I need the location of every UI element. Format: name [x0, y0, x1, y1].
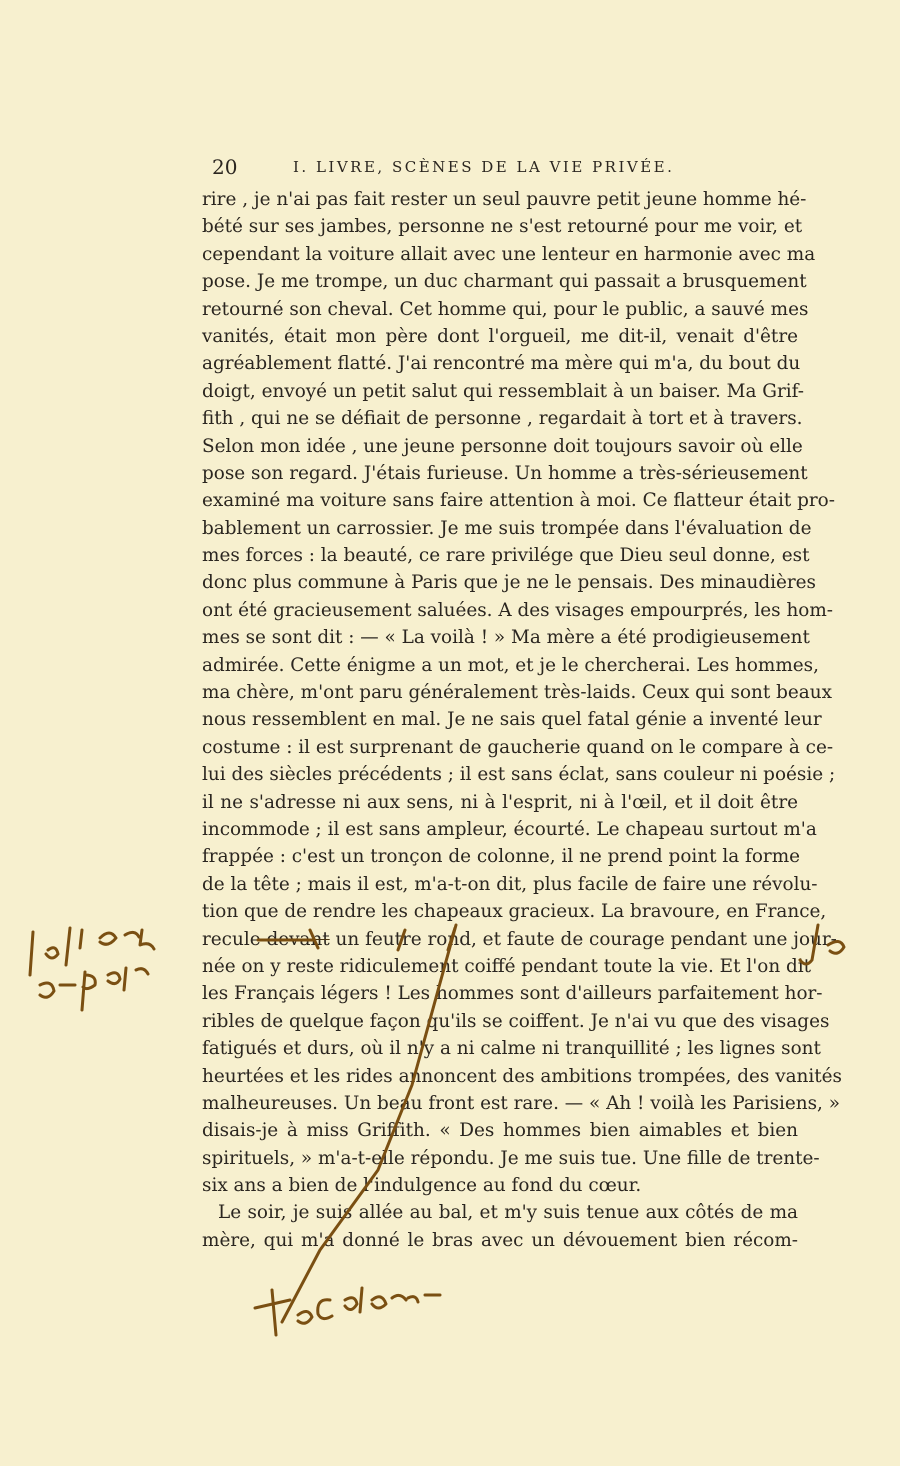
text-line: nous ressemblent en mal. Je ne sais quel fatal génie a inventé leur	[202, 709, 822, 731]
struck-word: devant	[266, 928, 330, 950]
text-fragment: un feutre rond, et faute de courage pendant une jour-	[329, 928, 837, 950]
bottom-note-mark	[255, 1288, 440, 1335]
page-number: 20	[212, 155, 238, 179]
text-line: mes forces : la beauté, ce rare privilége que Dieu seul donne, est	[202, 545, 810, 567]
text-line: ont été gracieusement saluées. A des visages empourprés, les hom-	[202, 599, 834, 621]
left-margin-note-2	[40, 968, 148, 1010]
text-line: frappée : c'est un tronçon de colonne, il ne prend point la forme	[202, 846, 801, 868]
text-fragment: recule	[202, 928, 267, 950]
text-line: mes se sont dit : — « La voilà ! » Ma mère a été prodigieusement	[202, 627, 810, 649]
text-line: Selon mon idée , une jeune personne doit toujours savoir où elle	[202, 435, 803, 457]
text-line: retourné son cheval. Cet homme qui, pour le public, a sauvé mes	[202, 298, 809, 320]
text-line: vanités, était mon père dont l'orgueil, me dit-il, venait d'être	[202, 325, 798, 347]
body-text	[202, 186, 842, 1254]
text-line: ma chère, m'ont paru généralement très-laids. Ceux qui sont beaux	[202, 682, 832, 704]
text-line: examiné ma voiture sans faire attention à moi. Ce flatteur était pro-	[202, 490, 835, 512]
text-line: disais-je à miss Griffith. « Des hommes bien aimables et bien	[202, 1120, 798, 1142]
text-line: née on y reste ridiculement coiffé pendant toute la vie. Et l'on dit	[202, 955, 812, 977]
text-line: il ne s'adresse ni aux sens, ni à l'esprit, ni à l'œil, et il doit être	[202, 791, 798, 813]
text-line: bété sur ses jambes, personne ne s'est retourné pour me voir, et	[202, 216, 803, 238]
text-line: ribles de quelque façon qu'ils se coiffent. Je n'ai vu que des visages	[202, 1010, 830, 1032]
running-head	[208, 155, 798, 185]
text-line-corrected	[202, 926, 837, 953]
text-line: costume : il est surprenant de gaucherie quand on le compare à ce-	[202, 736, 834, 758]
text-line: de la tête ; mais il est, m'a-t-on dit, plus facile de faire une révolu-	[202, 873, 818, 895]
text-line: fith , qui ne se défiait de personne , regardait à tort et à travers.	[202, 408, 803, 430]
running-title: I. LIVRE, SCÈNES DE LA VIE PRIVÉE.	[293, 158, 675, 176]
text-line: malheureuses. Un beau front est rare. — « Ah ! voilà les Parisiens, »	[202, 1092, 840, 1114]
text-line: bablement un carrossier. Je me suis trompée dans l'évaluation de	[202, 517, 812, 539]
text-line: Le soir, je suis allée au bal, et m'y suis tenue aux côtés de ma	[218, 1202, 798, 1224]
text-line: tion que de rendre les chapeaux gracieux. La bravoure, en France,	[202, 901, 827, 923]
text-line: fatigués et durs, où il n'y a ni calme ni tranquillité ; les lignes sont	[202, 1038, 821, 1060]
text-line: lui des siècles précédents ; il est sans éclat, sans couleur ni poésie ;	[202, 764, 836, 786]
text-line: pose son regard. J'étais furieuse. Un homme a très-sérieusement	[202, 462, 808, 484]
text-line: donc plus commune à Paris que je ne le pensais. Des minaudières	[202, 572, 816, 594]
text-line: mère, qui m'a donné le bras avec un dévouement bien récom-	[202, 1229, 798, 1251]
text-line: doigt, envoyé un petit salut qui ressemblait à un baiser. Ma Grif-	[202, 380, 805, 402]
text-line: rire , je n'ai pas fait rester un seul pauvre petit jeune homme hé-	[202, 189, 807, 210]
left-margin-note	[30, 928, 154, 975]
paragraph-end-line: six ans a bien de l'indulgence au fond du cœur.	[202, 1175, 642, 1197]
text-line: admirée. Cette énigme a un mot, et je le chercherai. Les hommes,	[202, 654, 819, 676]
text-line: cependant la voiture allait avec une lenteur en harmonie avec ma	[202, 243, 816, 265]
text-line: agréablement flatté. J'ai rencontré ma mère qui m'a, du bout du	[202, 353, 801, 375]
text-line: pose. Je me trompe, un duc charmant qui passait a brusquement	[202, 271, 807, 293]
text-line: les Français légers ! Les hommes sont d'ailleurs parfaitement hor-	[202, 983, 823, 1005]
text-line: spirituels, » m'a-t-elle répondu. Je me suis tue. Une fille de trente-	[202, 1147, 820, 1169]
text-line: incommode ; il est sans ampleur, écourté. Le chapeau surtout m'a	[202, 818, 817, 840]
text-line: heurtées et les rides annoncent des ambitions trompées, des vanités	[202, 1065, 842, 1087]
